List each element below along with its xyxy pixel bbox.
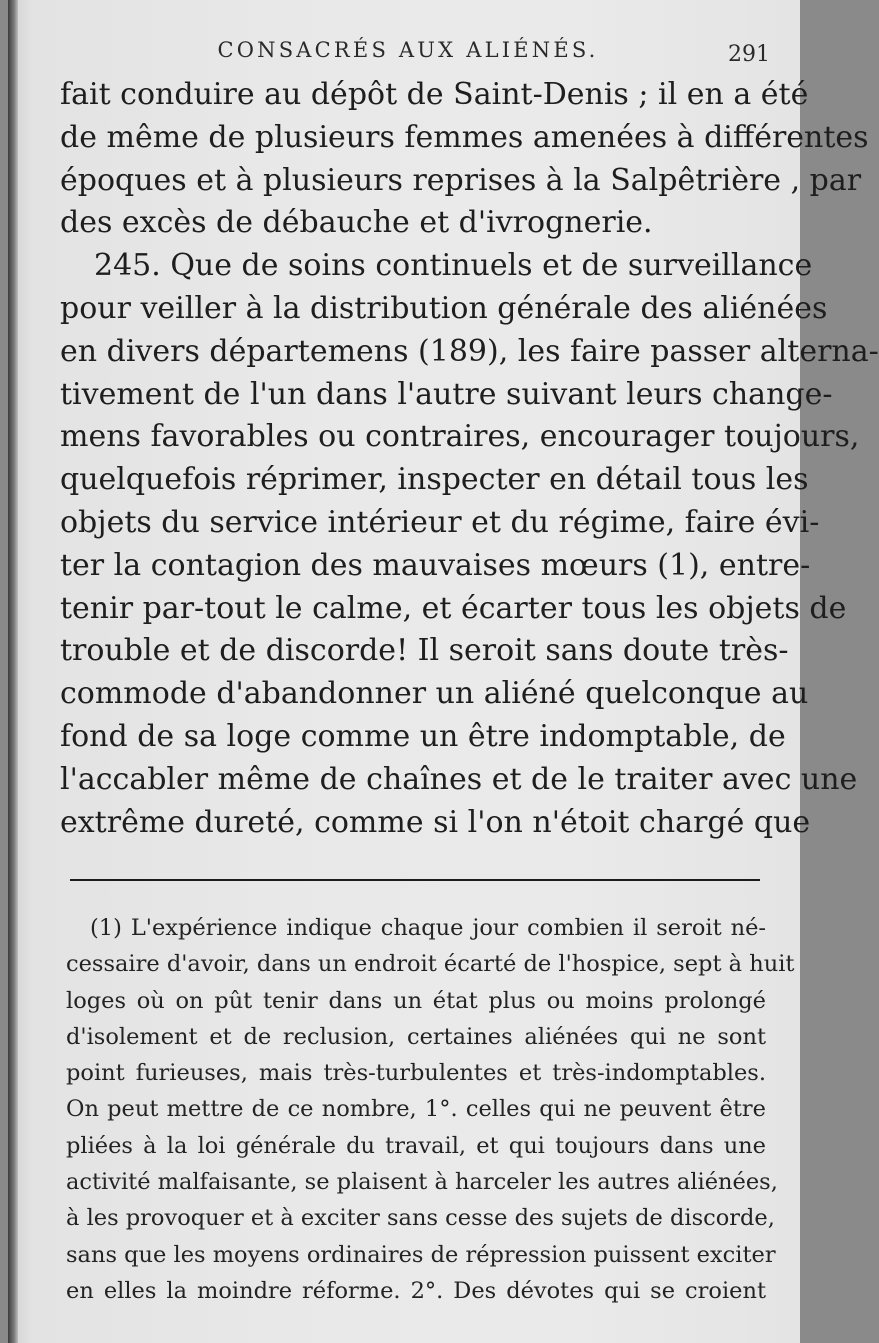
footnote-line: activité malfaisante, se plaisent à harceler les autres aliénées, bbox=[66, 1169, 778, 1196]
text-line: fond de sa loge comme un être indomptable, de bbox=[60, 718, 786, 754]
text-line: l'accabler même de chaînes et de le traiter avec une bbox=[60, 761, 858, 797]
text-line: mens favorables ou contraires, encourager toujours, bbox=[60, 419, 860, 455]
footnote-line: pliées à la loi générale du travail, et qui toujours dans une bbox=[66, 1132, 766, 1159]
text-line: fait conduire au dépôt de Saint-Denis ; il en a été bbox=[60, 77, 809, 112]
text-line: de même de plusieurs femmes amenées à différentes bbox=[60, 119, 869, 155]
text-line: quelquefois réprimer, inspecter en détail tous les bbox=[60, 462, 809, 498]
text-line: en divers départemens (189), les faire passer alterna- bbox=[60, 333, 879, 369]
text-line: trouble et de discorde! Il seroit sans doute très- bbox=[60, 633, 789, 669]
running-head: CONSACRÉS AUX ALIÉNÉS. bbox=[217, 38, 599, 62]
text-line: ter la contagion des mauvaises mœurs (1), entre- bbox=[60, 547, 811, 583]
main-text bbox=[60, 74, 879, 844]
footnote-line: en elles la moindre réforme. 2°. Des dévotes qui se croient bbox=[66, 1277, 766, 1304]
text-line: objets du service intérieur et du régime, faire évi- bbox=[60, 504, 820, 540]
footnote-line: point furieuses, mais très-turbulentes et très-indomptables. bbox=[66, 1060, 766, 1087]
footnote-line: à les provoquer et à exciter sans cesse des sujets de discorde, bbox=[66, 1205, 775, 1232]
page-number: 291 bbox=[728, 42, 770, 67]
footnote bbox=[66, 910, 795, 1309]
text-line: époques et à plusieurs reprises à la Salpêtrière , par bbox=[60, 162, 862, 198]
footnote-line: loges où on pût tenir dans un état plus ou moins prolongé bbox=[66, 987, 766, 1014]
paragraph-start-line: 245. Que de soins continuels et de surveillance bbox=[94, 248, 813, 284]
footnote-line: (1) L'expérience indique chaque jour combien il seroit né- bbox=[90, 915, 766, 941]
page-gutter-shadow bbox=[8, 0, 18, 1343]
text-line: extrême dureté, comme si l'on n'étoit chargé que bbox=[60, 804, 811, 840]
text-line: des excès de débauche et d'ivrognerie. bbox=[60, 205, 653, 241]
footnote-line: d'isolement et de reclusion, certaines aliénées qui ne sont bbox=[66, 1023, 766, 1050]
footnote-separator bbox=[70, 879, 760, 881]
footnote-line: cessaire d'avoir, dans un endroit écarté de l'hospice, sept à huit bbox=[66, 951, 795, 978]
text-line: commode d'abandonner un aliéné quelconque au bbox=[60, 676, 809, 712]
footnote-line: On peut mettre de ce nombre, 1°. celles qui ne peuvent être bbox=[66, 1096, 766, 1123]
text-line: tivement de l'un dans l'autre suivant leurs change- bbox=[60, 376, 833, 412]
text-line: pour veiller à la distribution générale des aliénées bbox=[60, 290, 828, 326]
text-line: tenir par-tout le calme, et écarter tous les objets de bbox=[60, 590, 847, 626]
footnote-line: sans que les moyens ordinaires de répression puissent exciter bbox=[66, 1241, 776, 1268]
book-page bbox=[8, 0, 879, 1343]
